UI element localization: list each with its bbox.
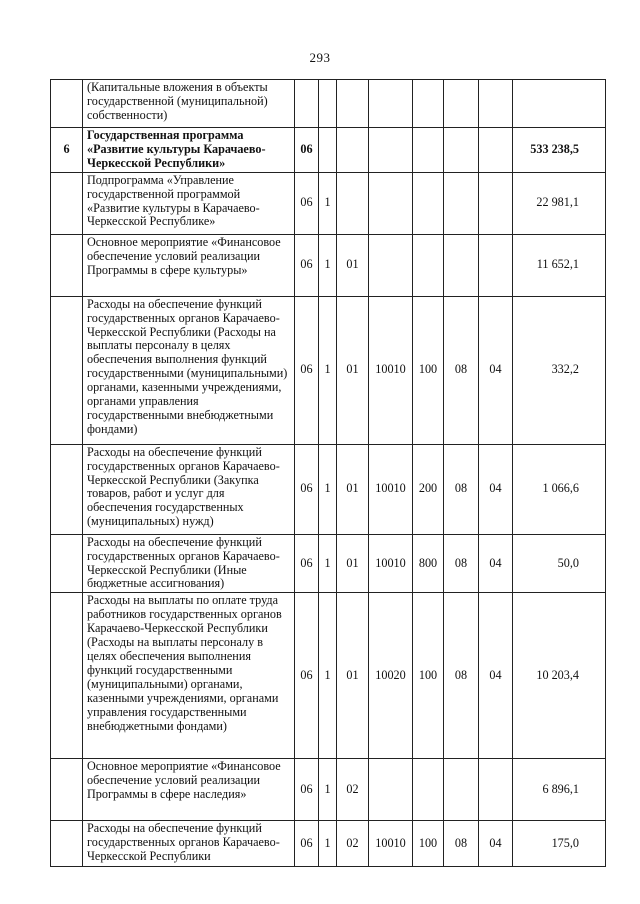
budget-table — [50, 79, 606, 867]
subprogram-code-cell: 1 — [319, 234, 337, 296]
expense-type-cell — [413, 128, 444, 173]
row-name-cell: Расходы на обеспечение функций государственных органов Карачаево-Черкесской Республики (Закупка товаров, работ и услуг для обеспечения государственных (муниципальных) нужд) — [83, 444, 295, 534]
row-name-cell: (Капитальные вложения в объекты государственной (муниципальной) собственности) — [83, 80, 295, 128]
table-row — [51, 759, 606, 821]
activity-code-cell — [337, 172, 369, 234]
program-code-cell: 06 — [295, 593, 319, 759]
subsection-cell: 04 — [479, 821, 513, 867]
row-name-cell: Подпрограмма «Управление государственной программой «Развитие культуры в Карачаево-Черкесской Республике» — [83, 172, 295, 234]
section-cell — [444, 80, 479, 128]
activity-code-cell — [337, 128, 369, 173]
activity-code-cell: 01 — [337, 296, 369, 444]
row-number-cell — [51, 534, 83, 593]
expense-type-cell — [413, 172, 444, 234]
program-code-cell: 06 — [295, 172, 319, 234]
subprogram-code-cell — [319, 80, 337, 128]
activity-code-cell: 02 — [337, 759, 369, 821]
section-cell — [444, 759, 479, 821]
row-number-cell — [51, 172, 83, 234]
row-name-cell: Основное мероприятие «Финансовое обеспечение условий реализации Программы в сфере наследия» — [83, 759, 295, 821]
direction-code-cell: 10010 — [369, 821, 413, 867]
amount-cell — [513, 80, 606, 128]
subprogram-code-cell: 1 — [319, 172, 337, 234]
budget-table-body — [51, 80, 606, 867]
section-cell: 08 — [444, 821, 479, 867]
direction-code-cell — [369, 234, 413, 296]
subsection-cell: 04 — [479, 534, 513, 593]
activity-code-cell: 01 — [337, 593, 369, 759]
subsection-cell — [479, 128, 513, 173]
program-code-cell: 06 — [295, 128, 319, 173]
activity-code-cell: 01 — [337, 234, 369, 296]
row-number-cell — [51, 234, 83, 296]
subprogram-code-cell: 1 — [319, 534, 337, 593]
expense-type-cell: 200 — [413, 444, 444, 534]
program-code-cell: 06 — [295, 296, 319, 444]
direction-code-cell: 10010 — [369, 296, 413, 444]
row-number-cell — [51, 593, 83, 759]
program-code-cell: 06 — [295, 234, 319, 296]
activity-code-cell: 01 — [337, 534, 369, 593]
amount-cell: 50,0 — [513, 534, 606, 593]
expense-type-cell — [413, 80, 444, 128]
amount-cell: 1 066,6 — [513, 444, 606, 534]
section-cell: 08 — [444, 296, 479, 444]
direction-code-cell — [369, 80, 413, 128]
section-cell — [444, 234, 479, 296]
subprogram-code-cell: 1 — [319, 593, 337, 759]
subsection-cell — [479, 172, 513, 234]
row-name-cell: Государственная программа «Развитие культуры Карачаево-Черкесской Республики» — [83, 128, 295, 173]
row-name-cell: Расходы на обеспечение функций государственных органов Карачаево-Черкесской Республики — [83, 821, 295, 867]
section-cell — [444, 172, 479, 234]
row-number-cell — [51, 80, 83, 128]
expense-type-cell: 100 — [413, 593, 444, 759]
activity-code-cell: 02 — [337, 821, 369, 867]
subprogram-code-cell — [319, 128, 337, 173]
section-cell: 08 — [444, 444, 479, 534]
expense-type-cell: 100 — [413, 296, 444, 444]
subprogram-code-cell: 1 — [319, 296, 337, 444]
direction-code-cell — [369, 759, 413, 821]
expense-type-cell — [413, 759, 444, 821]
table-row — [51, 444, 606, 534]
row-number-cell — [51, 444, 83, 534]
subsection-cell — [479, 759, 513, 821]
table-row — [51, 234, 606, 296]
activity-code-cell — [337, 80, 369, 128]
direction-code-cell: 10010 — [369, 534, 413, 593]
subsection-cell — [479, 80, 513, 128]
direction-code-cell — [369, 128, 413, 173]
expense-type-cell: 100 — [413, 821, 444, 867]
amount-cell: 6 896,1 — [513, 759, 606, 821]
subsection-cell: 04 — [479, 296, 513, 444]
row-number-cell — [51, 821, 83, 867]
program-code-cell: 06 — [295, 444, 319, 534]
amount-cell: 332,2 — [513, 296, 606, 444]
direction-code-cell: 10010 — [369, 444, 413, 534]
amount-cell: 533 238,5 — [513, 128, 606, 173]
amount-cell: 175,0 — [513, 821, 606, 867]
row-name-cell: Основное мероприятие «Финансовое обеспечение условий реализации Программы в сфере культуры» — [83, 234, 295, 296]
table-row — [51, 534, 606, 593]
table-row — [51, 80, 606, 128]
subprogram-code-cell: 1 — [319, 821, 337, 867]
row-name-cell: Расходы на выплаты по оплате труда работников государственных органов Карачаево-Черкесской Республики (Расходы на выплаты персоналу в целях обеспечения выполнения функций государственными (муниципальными) органами, казенными учреждениями, органами управления государственными внебюджетными фондами) — [83, 593, 295, 759]
section-cell — [444, 128, 479, 173]
subprogram-code-cell: 1 — [319, 759, 337, 821]
subsection-cell: 04 — [479, 444, 513, 534]
table-row — [51, 821, 606, 867]
expense-type-cell — [413, 234, 444, 296]
amount-cell: 11 652,1 — [513, 234, 606, 296]
row-number-cell: 6 — [51, 128, 83, 173]
section-cell: 08 — [444, 534, 479, 593]
direction-code-cell: 10020 — [369, 593, 413, 759]
program-code-cell: 06 — [295, 534, 319, 593]
row-name-cell: Расходы на обеспечение функций государственных органов Карачаево-Черкесской Республики (Иные бюджетные ассигнования) — [83, 534, 295, 593]
row-name-cell: Расходы на обеспечение функций государственных органов Карачаево-Черкесской Республики (Расходы на выплаты персоналу в целях обеспечения выполнения функций государственными (муниципальными) органами, казенными учреждениями, органами управления государственными внебюджетными фондами) — [83, 296, 295, 444]
table-row — [51, 172, 606, 234]
expense-type-cell: 800 — [413, 534, 444, 593]
amount-cell: 10 203,4 — [513, 593, 606, 759]
direction-code-cell — [369, 172, 413, 234]
row-number-cell — [51, 759, 83, 821]
program-code-cell — [295, 80, 319, 128]
table-row — [51, 296, 606, 444]
program-code-cell: 06 — [295, 759, 319, 821]
section-cell: 08 — [444, 593, 479, 759]
table-row — [51, 593, 606, 759]
page-number: 293 — [309, 50, 331, 65]
subprogram-code-cell: 1 — [319, 444, 337, 534]
row-number-cell — [51, 296, 83, 444]
activity-code-cell: 01 — [337, 444, 369, 534]
table-row — [51, 128, 606, 173]
subsection-cell: 04 — [479, 593, 513, 759]
amount-cell: 22 981,1 — [513, 172, 606, 234]
program-code-cell: 06 — [295, 821, 319, 867]
subsection-cell — [479, 234, 513, 296]
